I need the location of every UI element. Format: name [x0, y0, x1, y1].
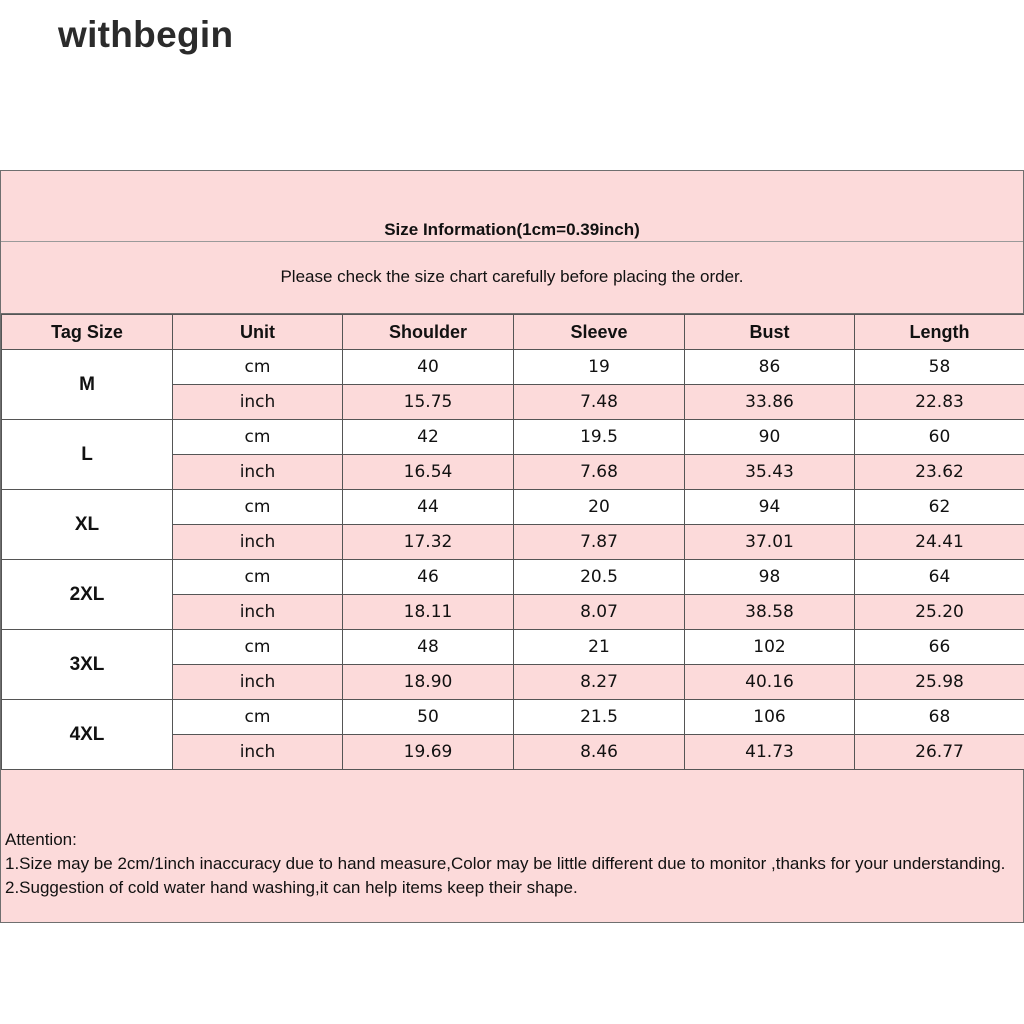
shoulder-cell: 46	[343, 560, 514, 595]
length-cell: 25.98	[855, 665, 1024, 700]
sleeve-cell: 19.5	[514, 420, 685, 455]
length-cell: 58	[855, 350, 1024, 385]
table-row	[2, 630, 1024, 665]
attention-note-1: 1.Size may be 2cm/1inch inaccuracy due to hand measure,Color may be little different due to monitor ,thanks for your understanding.	[5, 854, 1006, 873]
shoulder-cell: 19.69	[343, 735, 514, 770]
size-chart-notice: Please check the size chart carefully before placing the order.	[280, 267, 744, 286]
size-table	[1, 314, 1024, 770]
table-row	[2, 700, 1024, 735]
sleeve-cell: 8.46	[514, 735, 685, 770]
length-cell: 68	[855, 700, 1024, 735]
length-cell: 64	[855, 560, 1024, 595]
header-shoulder: Shoulder	[343, 315, 514, 350]
size-chart-notice-row	[1, 242, 1023, 314]
table-row	[2, 350, 1024, 385]
table-row	[2, 560, 1024, 595]
bust-cell: 38.58	[685, 595, 855, 630]
bust-cell: 98	[685, 560, 855, 595]
header-tag-size: Tag Size	[2, 315, 173, 350]
shoulder-cell: 18.90	[343, 665, 514, 700]
unit-cell: inch	[173, 455, 343, 490]
size-table-body	[2, 350, 1024, 770]
shoulder-cell: 40	[343, 350, 514, 385]
shoulder-cell: 44	[343, 490, 514, 525]
bust-cell: 37.01	[685, 525, 855, 560]
attention-note-2: 2.Suggestion of cold water hand washing,it can help items keep their shape.	[5, 878, 578, 897]
length-cell: 23.62	[855, 455, 1024, 490]
unit-cell: cm	[173, 560, 343, 595]
attention-notes	[5, 828, 1020, 900]
shoulder-cell: 17.32	[343, 525, 514, 560]
tag-size-cell: 2XL	[2, 560, 173, 630]
unit-cell: cm	[173, 630, 343, 665]
shoulder-cell: 16.54	[343, 455, 514, 490]
sleeve-cell: 8.07	[514, 595, 685, 630]
bust-cell: 33.86	[685, 385, 855, 420]
tag-size-cell: 4XL	[2, 700, 173, 770]
size-chart	[0, 170, 1024, 923]
length-cell: 26.77	[855, 735, 1024, 770]
sleeve-cell: 7.68	[514, 455, 685, 490]
sleeve-cell: 20.5	[514, 560, 685, 595]
unit-cell: inch	[173, 735, 343, 770]
header-unit: Unit	[173, 315, 343, 350]
header-bust: Bust	[685, 315, 855, 350]
table-row	[2, 490, 1024, 525]
tag-size-cell: XL	[2, 490, 173, 560]
attention-heading: Attention:	[5, 830, 77, 849]
shoulder-cell: 18.11	[343, 595, 514, 630]
sleeve-cell: 19	[514, 350, 685, 385]
bust-cell: 41.73	[685, 735, 855, 770]
unit-cell: inch	[173, 525, 343, 560]
shoulder-cell: 42	[343, 420, 514, 455]
tag-size-cell: M	[2, 350, 173, 420]
size-chart-title: Size Information(1cm=0.39inch)	[384, 220, 640, 239]
bust-cell: 90	[685, 420, 855, 455]
table-header-row	[2, 315, 1024, 350]
unit-cell: inch	[173, 595, 343, 630]
tag-size-cell: 3XL	[2, 630, 173, 700]
length-cell: 62	[855, 490, 1024, 525]
sleeve-cell: 7.87	[514, 525, 685, 560]
bust-cell: 94	[685, 490, 855, 525]
length-cell: 25.20	[855, 595, 1024, 630]
shoulder-cell: 48	[343, 630, 514, 665]
bust-cell: 106	[685, 700, 855, 735]
brand-watermark: withbegin	[58, 14, 234, 55]
sleeve-cell: 7.48	[514, 385, 685, 420]
shoulder-cell: 15.75	[343, 385, 514, 420]
tag-size-cell: L	[2, 420, 173, 490]
bust-cell: 86	[685, 350, 855, 385]
unit-cell: cm	[173, 420, 343, 455]
sleeve-cell: 21	[514, 630, 685, 665]
sleeve-cell: 21.5	[514, 700, 685, 735]
length-cell: 22.83	[855, 385, 1024, 420]
length-cell: 66	[855, 630, 1024, 665]
unit-cell: cm	[173, 350, 343, 385]
size-chart-title-row	[1, 171, 1023, 242]
unit-cell: inch	[173, 665, 343, 700]
unit-cell: inch	[173, 385, 343, 420]
shoulder-cell: 50	[343, 700, 514, 735]
bust-cell: 102	[685, 630, 855, 665]
sleeve-cell: 8.27	[514, 665, 685, 700]
length-cell: 60	[855, 420, 1024, 455]
header-length: Length	[855, 315, 1024, 350]
unit-cell: cm	[173, 700, 343, 735]
bust-cell: 35.43	[685, 455, 855, 490]
sleeve-cell: 20	[514, 490, 685, 525]
table-row	[2, 420, 1024, 455]
header-sleeve: Sleeve	[514, 315, 685, 350]
bust-cell: 40.16	[685, 665, 855, 700]
unit-cell: cm	[173, 490, 343, 525]
length-cell: 24.41	[855, 525, 1024, 560]
